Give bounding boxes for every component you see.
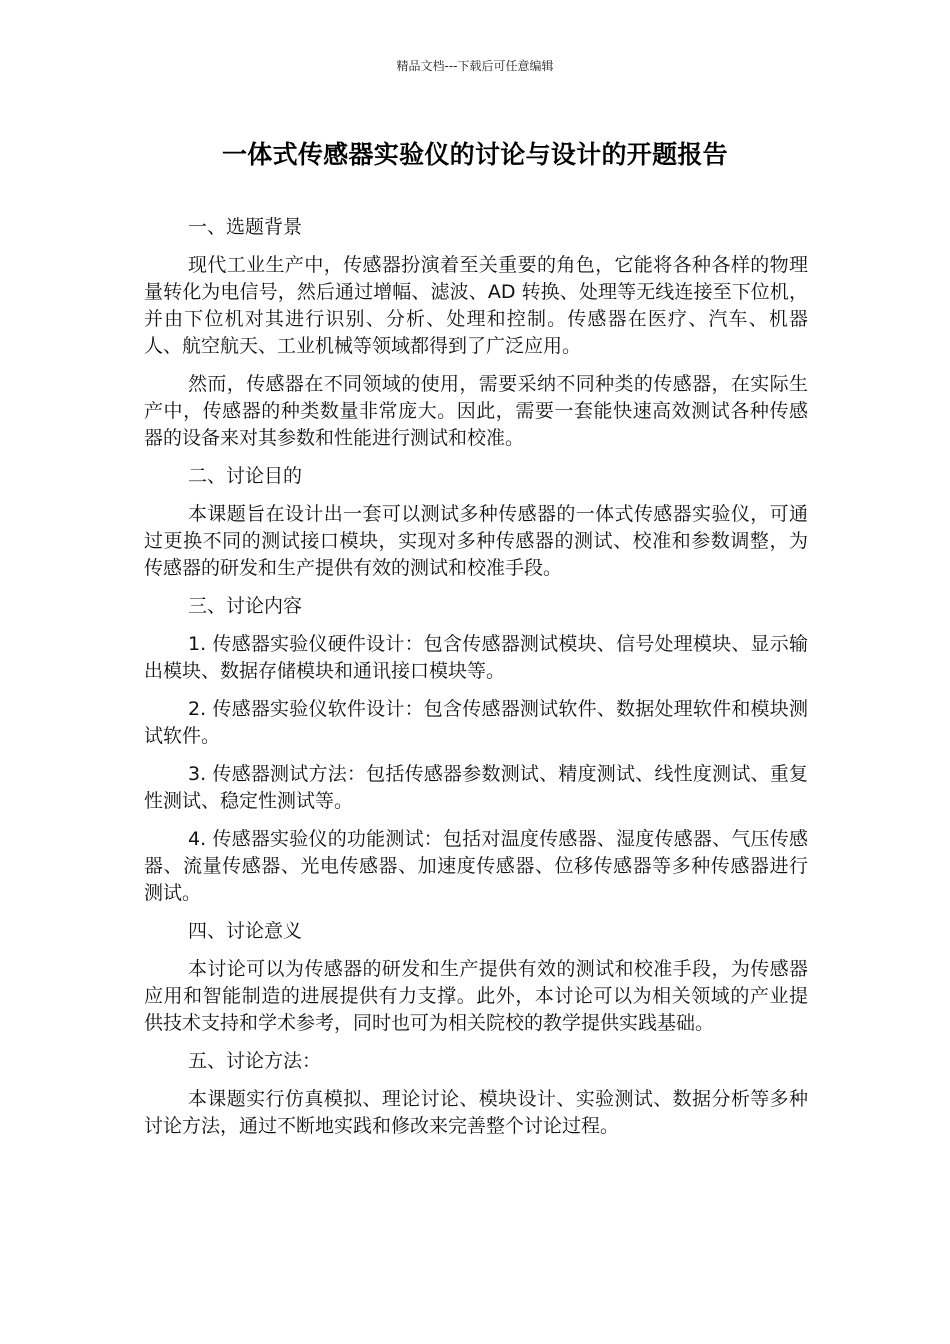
list-item-content-1: 1. 传感器实验仪硬件设计：包含传感器测试模块、信号处理模块、显示输出模块、数据存储模块和通讯接口模块等。 (144, 633, 808, 682)
paragraph-purpose-1: 本课题旨在设计出一套可以测试多种传感器的一体式传感器实验仪，可通过更换不同的测试接口模块，实现对多种传感器的测试、校准和参数调整，为传感器的研发和生产提供有效的测试和校准手段。 (144, 503, 808, 579)
document-title: 一体式传感器实验仪的讨论与设计的开题报告 (221, 140, 728, 169)
section-heading-background: 一、选题背景 (188, 216, 303, 238)
list-item-content-3: 3. 传感器测试方法：包括传感器参数测试、精度测试、线性度测试、重复性测试、稳定性测试等。 (144, 763, 808, 812)
paragraph-method-1: 本课题实行仿真模拟、理论讨论、模块设计、实验测试、数据分析等多种讨论方法，通过不断地实践和修改来完善整个讨论过程。 (144, 1088, 808, 1137)
header-note: 精品文档---下载后可任意编辑 (396, 59, 554, 73)
section-heading-purpose: 二、讨论目的 (188, 465, 303, 487)
paragraph-background-2: 然而，传感器在不同领域的使用，需要采纳不同种类的传感器，在实际生产中，传感器的种类数量非常庞大。因此，需要一套能快速高效测试各种传感器的设备来对其参数和性能进行测试和校准。 (144, 373, 808, 449)
section-heading-significance: 四、讨论意义 (188, 920, 303, 942)
section-heading-content: 三、讨论内容 (188, 595, 303, 617)
paragraph-significance-1: 本讨论可以为传感器的研发和生产提供有效的测试和校准手段，为传感器应用和智能制造的进展提供有力支撑。此外，本讨论可以为相关领域的产业提供技术支持和学术参考，同时也可为相关院校的教学提供实践基础。 (144, 958, 808, 1034)
section-heading-method: 五、讨论方法： (188, 1050, 322, 1072)
document-body (144, 214, 808, 1151)
list-item-content-4: 4. 传感器实验仪的功能测试：包括对温度传感器、湿度传感器、气压传感器、流量传感器、光电传感器、加速度传感器、位移传感器等多种传感器进行测试。 (144, 828, 808, 904)
paragraph-background-1: 现代工业生产中，传感器扮演着至关重要的角色，它能将各种各样的物理量转化为电信号，然后通过增幅、滤波、AD 转换、处理等无线连接至下位机，并由下位机对其进行识别、分析、处理和控制。传感器在医疗、汽车、机器人、航空航天、工业机械等领域都得到了广泛应用。 (144, 254, 808, 357)
list-item-content-2: 2. 传感器实验仪软件设计：包含传感器测试软件、数据处理软件和模块测试软件。 (144, 698, 808, 747)
